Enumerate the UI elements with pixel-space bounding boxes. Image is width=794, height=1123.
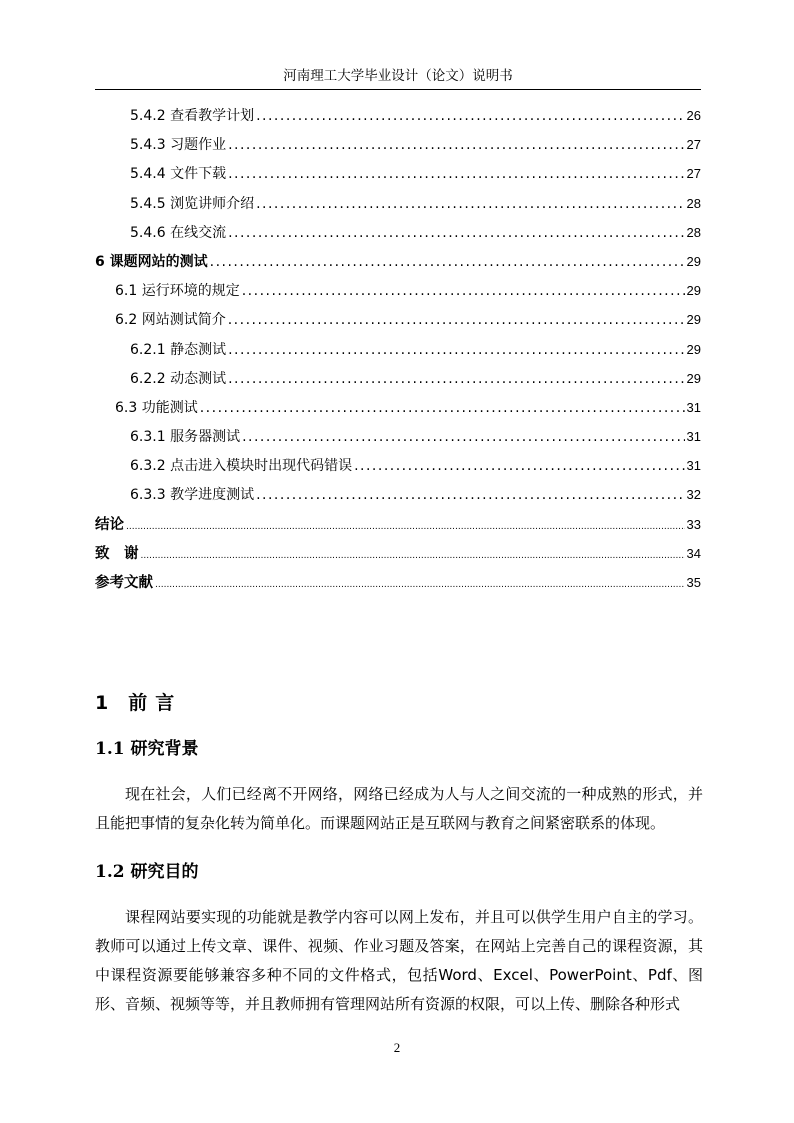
toc-entry-page: 27 — [686, 166, 701, 182]
toc-entry-title: 结论 — [95, 516, 124, 533]
paragraph-research-purpose: 课程网站要实现的功能就是教学内容可以网上发布，并且可以供学生用户自主的学习。教师可以通过上传文章、课件、视频、作业习题及答案，在网站上完善自己的课程资源，其中课程资源要能够兼容多种不同的文件格式，包括Word、Excel、PowerPoint、Pdf、图形、音频、视频等等，并且教师拥有管理网站所有资源的权限，可以上传、删除各种形式 — [95, 908, 703, 1013]
toc-entry-page: 29 — [686, 283, 701, 299]
toc-entry[interactable] — [95, 510, 701, 539]
toc-entry-page: 35 — [686, 575, 701, 590]
toc-entry-title: 6 课题网站的测试 — [95, 253, 208, 270]
toc-entry-page: 29 — [686, 341, 701, 357]
toc-entry[interactable] — [95, 159, 701, 188]
toc-leader-dots — [242, 423, 684, 452]
toc-leader-dots — [126, 513, 685, 542]
subsection-heading-1-1: 1.1 研究背景 — [95, 739, 199, 759]
toc-entry-page: 26 — [686, 108, 701, 123]
toc-leader-dots — [200, 394, 685, 423]
toc-leader-dots — [141, 542, 685, 571]
toc-entry-page: 31 — [686, 429, 701, 445]
page-number: 2 — [393, 1040, 401, 1055]
toc-leader-dots — [228, 160, 684, 189]
toc-leader-dots — [256, 481, 684, 510]
toc-entry-title: 6.1 运行环境的规定 — [115, 283, 240, 300]
toc-entry-page: 28 — [686, 224, 701, 240]
toc-entry[interactable] — [95, 393, 701, 422]
table-of-contents — [95, 101, 701, 597]
toc-leader-dots — [256, 190, 684, 219]
toc-leader-dots — [228, 219, 684, 248]
toc-entry-title: 致 谢 — [95, 545, 139, 562]
toc-entry-page: 28 — [686, 195, 701, 211]
toc-entry[interactable] — [95, 218, 701, 247]
toc-entry-page: 33 — [686, 516, 701, 532]
toc-entry-title: 6.3.3 教学进度测试 — [130, 487, 255, 504]
section-title: 前言 — [128, 692, 183, 714]
toc-leader-dots — [256, 102, 684, 131]
toc-entry-title: 6.3 功能测试 — [115, 399, 198, 416]
toc-entry[interactable] — [95, 130, 701, 159]
toc-entry-title: 5.4.3 习题作业 — [130, 137, 227, 154]
toc-entry[interactable] — [95, 247, 701, 276]
toc-entry-page: 29 — [686, 312, 701, 328]
toc-entry[interactable] — [95, 101, 701, 130]
toc-entry-page: 29 — [686, 370, 701, 386]
toc-entry[interactable] — [95, 276, 701, 305]
toc-entry[interactable] — [95, 451, 701, 480]
toc-entry[interactable] — [95, 480, 701, 509]
toc-entry[interactable] — [95, 364, 701, 393]
toc-entry[interactable] — [95, 422, 701, 451]
toc-entry[interactable] — [95, 539, 701, 568]
section-heading — [95, 688, 182, 715]
paragraph-research-background: 现在社会，人们已经离不开网络，网络已经成为人与人之间交流的一种成熟的形式，并且能把事情的复杂化转为简单化。而课题网站正是互联网与教育之间紧密联系的体现。 — [95, 785, 703, 832]
toc-entry-title: 6.3.1 服务器测试 — [130, 429, 241, 446]
toc-entry-page: 31 — [686, 458, 701, 474]
toc-leader-dots — [354, 452, 684, 481]
toc-leader-dots — [242, 277, 685, 306]
toc-leader-dots — [228, 365, 684, 394]
page-header: 河南理工大学毕业设计（论文）说明书 — [95, 66, 701, 90]
subsection-heading-1-2: 1.2 研究目的 — [95, 862, 199, 882]
toc-entry[interactable] — [95, 305, 701, 334]
toc-leader-dots — [228, 336, 684, 365]
toc-entry-title: 5.4.6 在线交流 — [130, 224, 227, 241]
toc-entry-page: 34 — [686, 545, 701, 561]
toc-entry[interactable] — [95, 568, 701, 597]
toc-entry[interactable] — [95, 335, 701, 364]
toc-leader-dots — [155, 571, 685, 600]
toc-leader-dots — [228, 131, 684, 160]
toc-leader-dots — [228, 306, 685, 335]
toc-entry-title: 5.4.5 浏览讲师介绍 — [130, 195, 255, 212]
toc-entry-title: 6.3.2 点击进入模块时出现代码错误 — [130, 458, 353, 475]
toc-entry-page: 32 — [686, 487, 701, 503]
toc-entry-page: 29 — [686, 253, 701, 269]
toc-leader-dots — [210, 248, 685, 277]
toc-entry-page: 27 — [686, 137, 701, 153]
toc-entry-title: 6.2.1 静态测试 — [130, 341, 227, 358]
toc-entry[interactable] — [95, 189, 701, 218]
toc-entry-title: 6.2 网站测试简介 — [115, 312, 226, 329]
toc-entry-title: 5.4.2 查看教学计划 — [130, 108, 255, 124]
toc-entry-title: 参考文献 — [95, 575, 153, 591]
section-number: 1 — [95, 692, 109, 714]
toc-entry-title: 6.2.2 动态测试 — [130, 370, 227, 387]
toc-entry-title: 5.4.4 文件下载 — [130, 166, 227, 183]
toc-entry-page: 31 — [686, 399, 701, 415]
